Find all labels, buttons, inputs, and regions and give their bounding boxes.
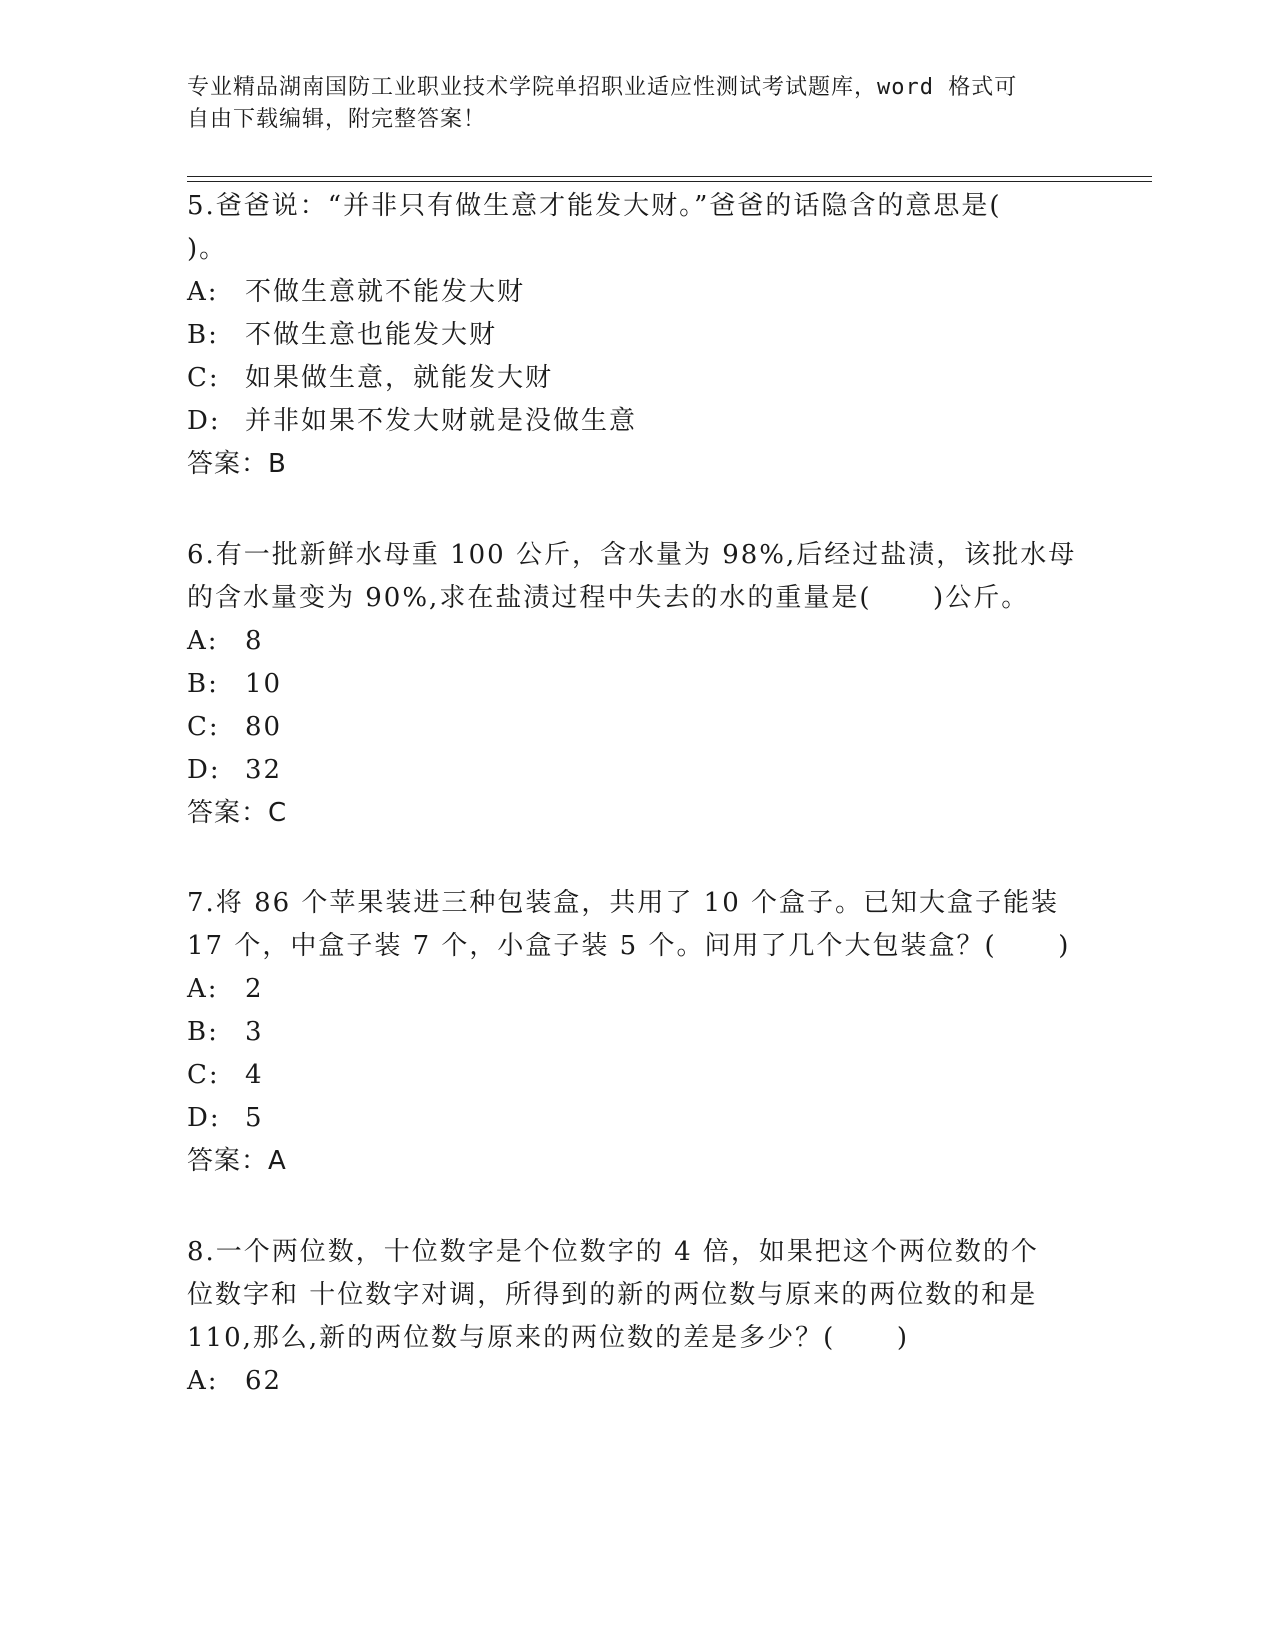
header-line-1: 专业精品湖南国防工业职业技术学院单招职业适应性测试考试题库，word 格式可 [187, 75, 1018, 100]
question-5-stem-line-1: 5.爸爸说：“并非只有做生意才能发大财。”爸爸的话隐含的意思是( [187, 191, 1002, 221]
question-7-option-a: A: 2 [187, 974, 264, 1004]
question-6-stem-line-1: 6.有一批新鲜水母重 100 公斤，含水量为 98%,后经过盐渍，该批水母 [187, 540, 1077, 570]
question-6-option-a: A: 8 [187, 626, 264, 656]
question-6-option-c: C: 80 [187, 712, 283, 742]
question-8-stem-line-3: 110,那么,新的两位数与原来的两位数的差是多少？( ) [187, 1323, 910, 1353]
question-8-option-a: A: 62 [187, 1366, 283, 1396]
question-6-stem-line-2: 的含水量变为 90%,求在盐渍过程中失去的水的重量是( )公斤。 [187, 583, 1030, 613]
document-header [187, 72, 1067, 136]
question-6-answer: 答案：C [187, 798, 288, 828]
question-7-stem-line-2: 17 个，中盒子装 7 个，小盒子装 5 个。问用了几个大包装盒？( ) [187, 931, 1071, 961]
header-line-2: 自由下载编辑，附完整答案！ [187, 107, 487, 132]
question-5-option-b: B: 不做生意也能发大财 [187, 320, 498, 350]
question-8-stem-line-2: 位数字和 十位数字对调，所得到的新的两位数与原来的两位数的和是 [187, 1280, 1038, 1310]
question-7-answer: 答案：A [187, 1146, 287, 1176]
question-7-option-c: C: 4 [187, 1060, 264, 1090]
question-6-option-d: D: 32 [187, 755, 283, 785]
question-7-option-b: B: 3 [187, 1017, 264, 1047]
question-5-option-a: A: 不做生意就不能发大财 [187, 277, 526, 307]
question-5-option-d: D: 并非如果不发大财就是没做生意 [187, 406, 638, 436]
question-6-option-b: B: 10 [187, 669, 283, 699]
header-divider-bottom [187, 181, 1152, 182]
question-5-answer: 答案：B [187, 449, 287, 479]
question-7-option-d: D: 5 [187, 1103, 264, 1133]
header-divider-top [187, 176, 1152, 177]
question-7-stem-line-1: 7.将 86 个苹果装进三种包装盒，共用了 10 个盒子。已知大盒子能装 [187, 888, 1060, 918]
question-8-stem-line-1: 8.一个两位数，十位数字是个位数字的 4 倍，如果把这个两位数的个 [187, 1237, 1039, 1267]
question-5-stem-line-2: )。 [187, 234, 228, 264]
question-5-option-c: C: 如果做生意，就能发大财 [187, 363, 554, 393]
